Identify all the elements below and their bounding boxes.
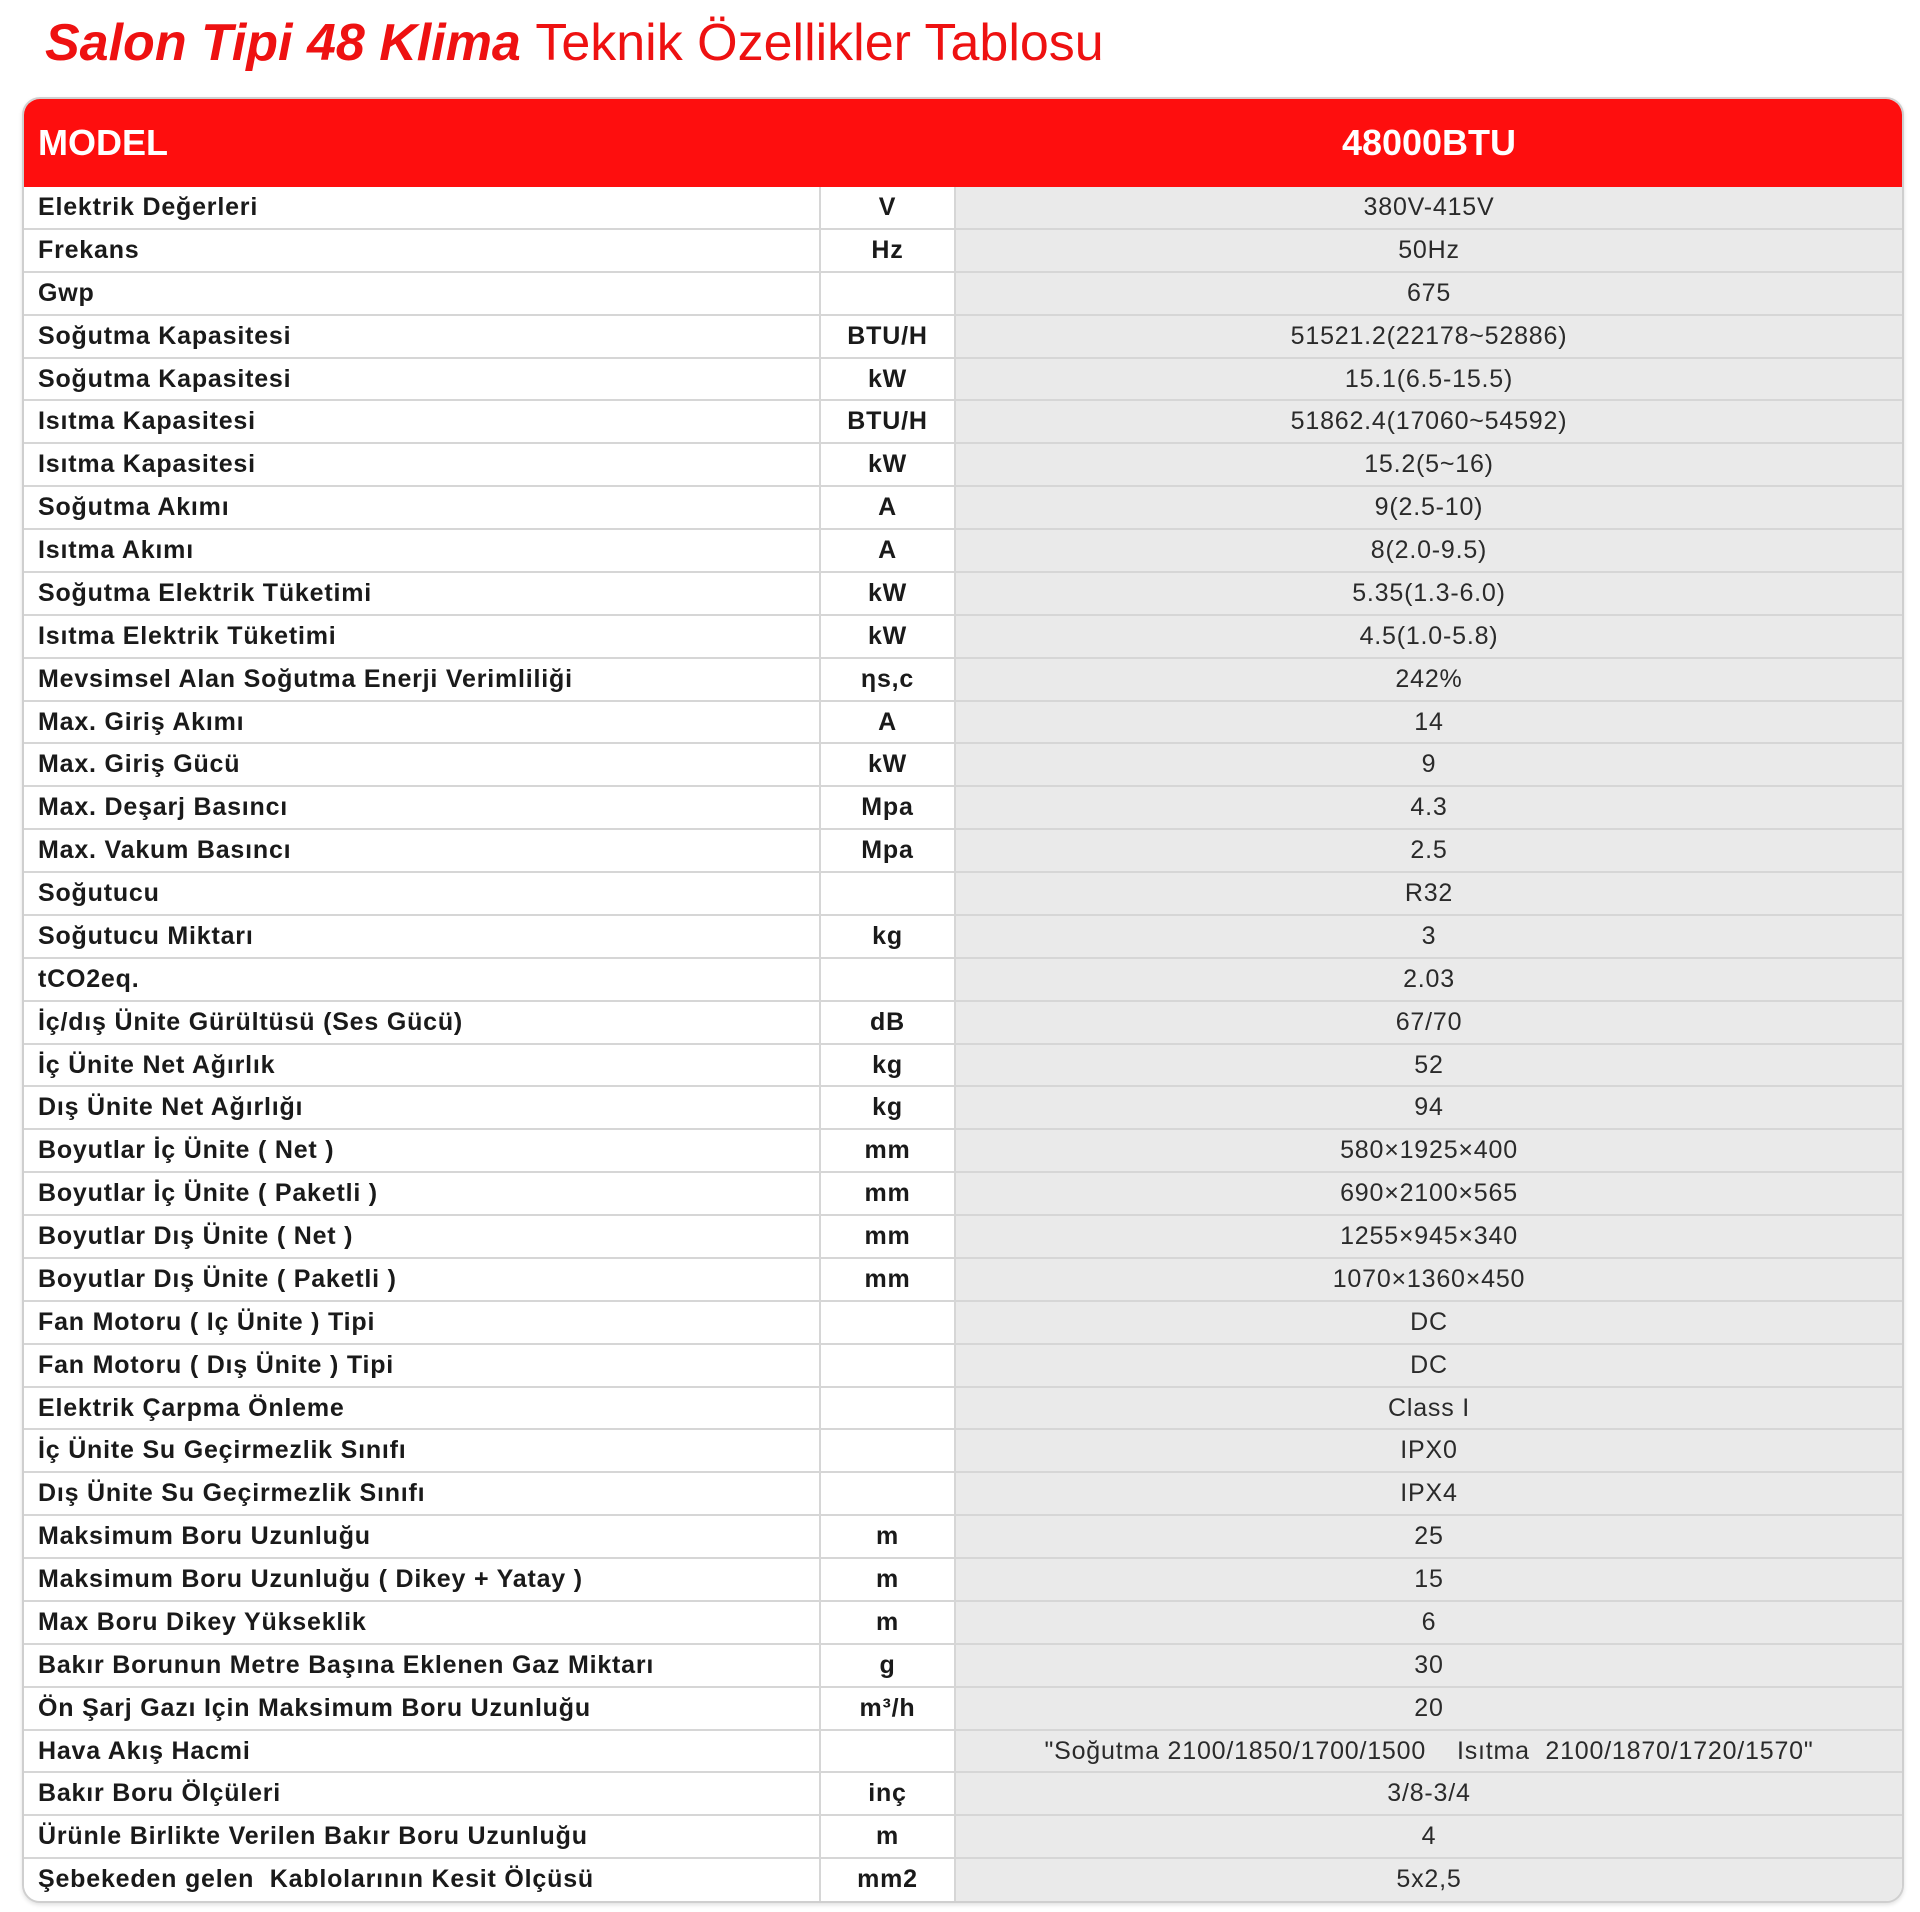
row-unit: mm <box>821 1130 956 1171</box>
row-label: Mevsimsel Alan Soğutma Enerji Verimliliği <box>24 659 821 700</box>
row-value: R32 <box>956 873 1902 914</box>
table-row <box>24 1731 1902 1774</box>
row-unit: ηs,c <box>821 659 956 700</box>
table-row <box>24 916 1902 959</box>
table-row <box>24 1859 1902 1902</box>
table-row <box>24 1559 1902 1602</box>
row-unit: mm <box>821 1259 956 1300</box>
row-unit: mm <box>821 1173 956 1214</box>
row-label: Soğutucu Miktarı <box>24 916 821 957</box>
table-row <box>24 359 1902 402</box>
table-row <box>24 530 1902 573</box>
table-row <box>24 1259 1902 1302</box>
row-unit <box>821 273 956 314</box>
page-title-subtitle: Teknik Özellikler Tablosu <box>535 14 1104 72</box>
row-value: IPX0 <box>956 1430 1902 1471</box>
table-row <box>24 1473 1902 1516</box>
row-label: Boyutlar Dış Ünite ( Net ) <box>24 1216 821 1257</box>
table-row <box>24 316 1902 359</box>
page-title-model: Salon Tipi 48 Klima <box>45 14 521 72</box>
table-row <box>24 787 1902 830</box>
row-unit: m <box>821 1559 956 1600</box>
table-row <box>24 1816 1902 1859</box>
row-unit: inç <box>821 1773 956 1814</box>
row-label: Maksimum Boru Uzunluğu <box>24 1516 821 1557</box>
table-row <box>24 1002 1902 1045</box>
row-unit: g <box>821 1645 956 1686</box>
row-label: Isıtma Akımı <box>24 530 821 571</box>
header-model-label: MODEL <box>38 122 168 163</box>
table-row <box>24 1216 1902 1259</box>
row-value: 52 <box>956 1045 1902 1086</box>
row-unit: V <box>821 187 956 228</box>
table-row <box>24 1430 1902 1473</box>
row-unit <box>821 873 956 914</box>
row-value: 5x2,5 <box>956 1859 1902 1902</box>
row-value: DC <box>956 1302 1902 1343</box>
table-row <box>24 1130 1902 1173</box>
row-label: Dış Ünite Su Geçirmezlik Sınıfı <box>24 1473 821 1514</box>
row-label: Gwp <box>24 273 821 314</box>
table-row <box>24 1602 1902 1645</box>
table-row <box>24 1173 1902 1216</box>
row-label: Boyutlar İç Ünite ( Net ) <box>24 1130 821 1171</box>
row-label: Elektrik Çarpma Önleme <box>24 1388 821 1429</box>
row-unit: kg <box>821 1087 956 1128</box>
row-value: 690×2100×565 <box>956 1173 1902 1214</box>
row-label: Soğutma Akımı <box>24 487 821 528</box>
row-unit: BTU/H <box>821 316 956 357</box>
row-unit: dB <box>821 1002 956 1043</box>
row-label: Bakır Boru Ölçüleri <box>24 1773 821 1814</box>
table-row <box>24 1388 1902 1431</box>
row-value: 51862.4(17060~54592) <box>956 401 1902 442</box>
row-unit: m <box>821 1602 956 1643</box>
row-label: Fan Motoru ( Iç Ünite ) Tipi <box>24 1302 821 1343</box>
row-label: Soğutma Kapasitesi <box>24 316 821 357</box>
table-row <box>24 487 1902 530</box>
table-row <box>24 273 1902 316</box>
row-label: Max. Vakum Basıncı <box>24 830 821 871</box>
row-value: 50Hz <box>956 230 1902 271</box>
table-row <box>24 659 1902 702</box>
row-value: IPX4 <box>956 1473 1902 1514</box>
table-row <box>24 1087 1902 1130</box>
row-label: Maksimum Boru Uzunluğu ( Dikey + Yatay ) <box>24 1559 821 1600</box>
table-row <box>24 873 1902 916</box>
table-body <box>24 187 1902 1902</box>
row-label: Ürünle Birlikte Verilen Bakır Boru Uzunluğu <box>24 1816 821 1857</box>
spec-table <box>22 97 1904 1903</box>
row-value: 51521.2(22178~52886) <box>956 316 1902 357</box>
row-value: 6 <box>956 1602 1902 1643</box>
row-value: 242% <box>956 659 1902 700</box>
table-row <box>24 1345 1902 1388</box>
row-unit <box>821 959 956 1000</box>
table-row <box>24 1645 1902 1688</box>
row-label: tCO2eq. <box>24 959 821 1000</box>
table-header <box>24 99 1902 187</box>
table-row <box>24 830 1902 873</box>
row-label: Fan Motoru ( Dış Ünite ) Tipi <box>24 1345 821 1386</box>
row-label: Ön Şarj Gazı Için Maksimum Boru Uzunluğu <box>24 1688 821 1729</box>
row-unit: Mpa <box>821 830 956 871</box>
row-label: Boyutlar Dış Ünite ( Paketli ) <box>24 1259 821 1300</box>
row-unit: kW <box>821 359 956 400</box>
row-value: 25 <box>956 1516 1902 1557</box>
row-unit <box>821 1302 956 1343</box>
row-label: Soğutucu <box>24 873 821 914</box>
row-label: Isıtma Elektrik Tüketimi <box>24 616 821 657</box>
row-unit: A <box>821 530 956 571</box>
table-row <box>24 744 1902 787</box>
row-unit: m <box>821 1516 956 1557</box>
row-value: 15.1(6.5-15.5) <box>956 359 1902 400</box>
row-unit: kW <box>821 616 956 657</box>
row-value: 20 <box>956 1688 1902 1729</box>
row-label: Hava Akış Hacmi <box>24 1731 821 1772</box>
row-value: 3/8-3/4 <box>956 1773 1902 1814</box>
row-label: Soğutma Elektrik Tüketimi <box>24 573 821 614</box>
table-row <box>24 187 1902 230</box>
row-label: Max. Giriş Akımı <box>24 702 821 743</box>
table-row <box>24 1688 1902 1731</box>
table-row <box>24 1773 1902 1816</box>
row-value: 14 <box>956 702 1902 743</box>
row-label: Isıtma Kapasitesi <box>24 401 821 442</box>
row-unit: A <box>821 702 956 743</box>
row-label: Max Boru Dikey Yükseklik <box>24 1602 821 1643</box>
row-label: İç/dış Ünite Gürültüsü (Ses Gücü) <box>24 1002 821 1043</box>
row-value: 4.5(1.0-5.8) <box>956 616 1902 657</box>
row-value: 94 <box>956 1087 1902 1128</box>
row-label: Max. Deşarj Basıncı <box>24 787 821 828</box>
table-row <box>24 702 1902 745</box>
table-row <box>24 1516 1902 1559</box>
page-title <box>45 8 1104 78</box>
row-label: Isıtma Kapasitesi <box>24 444 821 485</box>
row-value: 675 <box>956 273 1902 314</box>
row-value: "Soğutma 2100/1850/1700/1500 Isıtma 2100/1870/1720/1570" <box>956 1731 1902 1772</box>
row-unit <box>821 1345 956 1386</box>
row-unit: kW <box>821 573 956 614</box>
table-row <box>24 616 1902 659</box>
row-unit: kg <box>821 1045 956 1086</box>
row-label: Boyutlar İç Ünite ( Paketli ) <box>24 1173 821 1214</box>
row-unit: kg <box>821 916 956 957</box>
row-value: 580×1925×400 <box>956 1130 1902 1171</box>
row-label: Frekans <box>24 230 821 271</box>
row-value: 2.03 <box>956 959 1902 1000</box>
row-unit: m³/h <box>821 1688 956 1729</box>
row-label: Bakır Borunun Metre Başına Eklenen Gaz Miktarı <box>24 1645 821 1686</box>
row-value: DC <box>956 1345 1902 1386</box>
row-unit: Hz <box>821 230 956 271</box>
row-unit: mm <box>821 1216 956 1257</box>
row-label: İç Ünite Su Geçirmezlik Sınıfı <box>24 1430 821 1471</box>
row-unit: mm2 <box>821 1859 956 1902</box>
row-unit: BTU/H <box>821 401 956 442</box>
row-value: 380V-415V <box>956 187 1902 228</box>
row-value: 67/70 <box>956 1002 1902 1043</box>
row-value: 9 <box>956 744 1902 785</box>
row-label: İç Ünite Net Ağırlık <box>24 1045 821 1086</box>
table-row <box>24 1302 1902 1345</box>
row-unit: Mpa <box>821 787 956 828</box>
row-unit: kW <box>821 744 956 785</box>
row-unit: m <box>821 1816 956 1857</box>
row-unit <box>821 1430 956 1471</box>
row-value: 1255×945×340 <box>956 1216 1902 1257</box>
row-value: 9(2.5-10) <box>956 487 1902 528</box>
row-value: 4 <box>956 1816 1902 1857</box>
row-value: 15 <box>956 1559 1902 1600</box>
row-label: Dış Ünite Net Ağırlığı <box>24 1087 821 1128</box>
row-unit: A <box>821 487 956 528</box>
row-value: 2.5 <box>956 830 1902 871</box>
row-unit <box>821 1388 956 1429</box>
row-value: 4.3 <box>956 787 1902 828</box>
table-row <box>24 401 1902 444</box>
row-value: Class I <box>956 1388 1902 1429</box>
row-unit <box>821 1731 956 1772</box>
table-row <box>24 230 1902 273</box>
table-row <box>24 1045 1902 1088</box>
table-row <box>24 573 1902 616</box>
row-label: Max. Giriş Gücü <box>24 744 821 785</box>
row-label: Şebekeden gelen Kablolarının Kesit Ölçüsü <box>24 1859 821 1902</box>
row-value: 5.35(1.3-6.0) <box>956 573 1902 614</box>
table-row <box>24 444 1902 487</box>
row-value: 1070×1360×450 <box>956 1259 1902 1300</box>
row-label: Elektrik Değerleri <box>24 187 821 228</box>
header-model-value: 48000BTU <box>1341 122 1517 163</box>
row-value: 30 <box>956 1645 1902 1686</box>
row-value: 8(2.0-9.5) <box>956 530 1902 571</box>
row-value: 3 <box>956 916 1902 957</box>
row-value: 15.2(5~16) <box>956 444 1902 485</box>
row-unit <box>821 1473 956 1514</box>
row-unit: kW <box>821 444 956 485</box>
table-row <box>24 959 1902 1002</box>
row-label: Soğutma Kapasitesi <box>24 359 821 400</box>
